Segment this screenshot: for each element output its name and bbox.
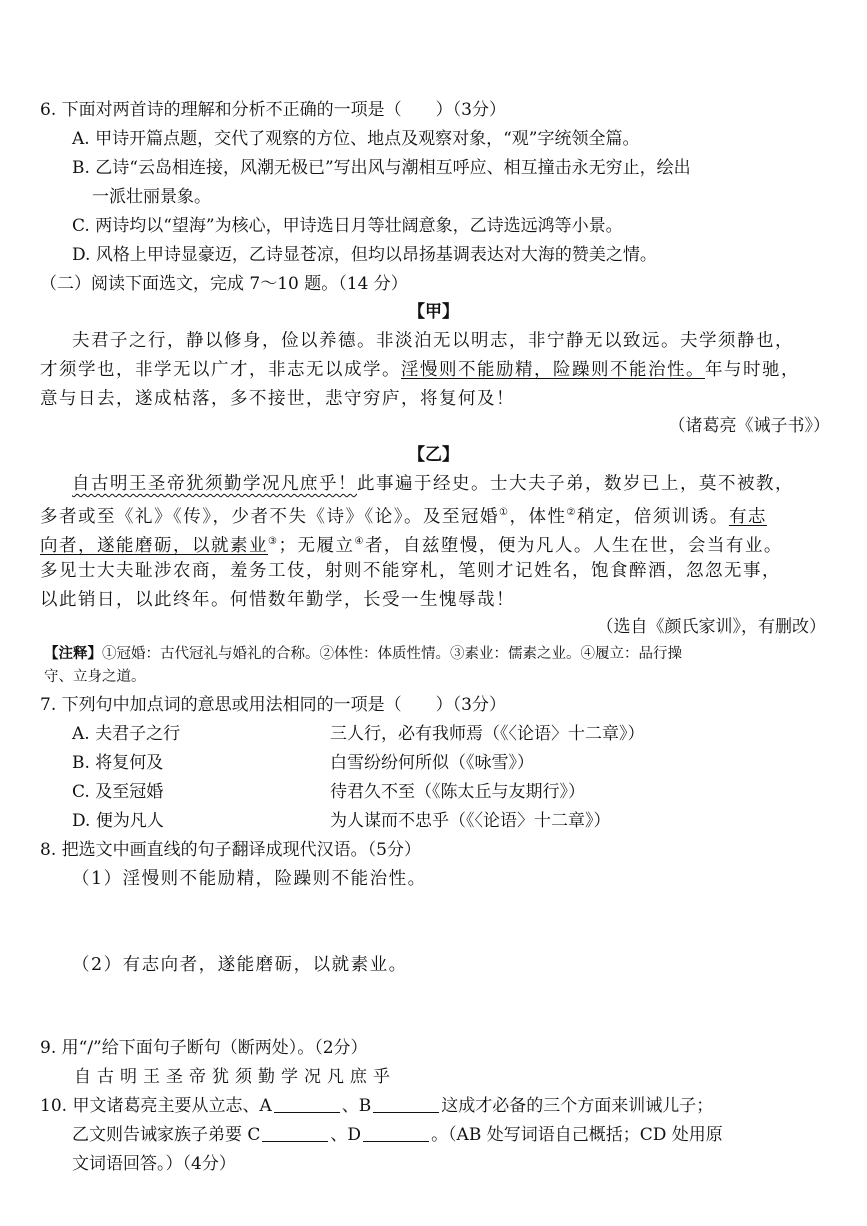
passage-yi-source: （选自《颜氏家训》，有删改） xyxy=(596,617,826,637)
passage-jia-source: （诸葛亮《诫子书》） xyxy=(668,416,830,436)
passage-yi-line1 xyxy=(72,472,794,496)
q10-text: 。（AB 处写词语自己概括；CD 处用原 xyxy=(431,1125,723,1145)
note-marker-2: ② xyxy=(566,507,577,518)
q10-text: 、B xyxy=(341,1096,372,1116)
q8-stem: 8. 把选文中画直线的句子翻译成现代汉语。（5分） xyxy=(40,840,421,860)
q7-stem: 7. 下列句中加点词的意思或用法相同的一项是（ ）（3分） xyxy=(40,695,506,715)
passage-jia-underlined-sentence: 淫慢则不能励精，险躁则不能治性。 xyxy=(401,360,705,380)
note-marker-4: ④ xyxy=(354,536,365,547)
passage-yi-wavy-sentence: 自古明王圣帝犹须勤学况凡庶乎！ xyxy=(72,474,357,494)
note-marker-3: ③ xyxy=(268,536,279,547)
q7-row-b-left: B. 将复何及 xyxy=(72,753,164,773)
passage-yi-text: ；无履立 xyxy=(278,535,355,556)
q7-row-c-left: C. 及至冠婚 xyxy=(72,782,164,802)
answer-blank-b[interactable] xyxy=(373,1094,439,1113)
q9-sentence: 自古明王圣帝犹须勤学况凡庶乎 xyxy=(74,1067,396,1087)
section-2-heading: （二）阅读下面选文，完成 7～10 题。（14 分） xyxy=(40,274,408,294)
q6-option-a: A. 甲诗开篇点题，交代了观察的方位、地点及观察对象，“观”字统领全篇。 xyxy=(72,129,640,149)
answer-blank-c[interactable] xyxy=(262,1123,328,1142)
q10-text: 10. 甲文诸葛亮主要从立志、A xyxy=(40,1096,272,1116)
q6-option-d: D. 风格上甲诗显豪迈，乙诗显苍凉，但均以昂扬基调表达对大海的赞美之情。 xyxy=(72,245,657,265)
passage-jia-line3: 意与日去，遂成枯落，多不接世，悲守穷庐，将复何及！ xyxy=(40,389,515,409)
notes-label: 【注释】 xyxy=(44,645,102,662)
q7-row-b-right: 白雪纷纷何所似（《咏雪》） xyxy=(330,753,534,773)
passage-yi-line5: 以此销日，以此终年。何惜数年勤学，长受一生愧辱哉！ xyxy=(40,590,515,610)
passage-jia-text: 才须学也，非学无以广才，非志无以成学。 xyxy=(40,360,401,380)
passage-yi-line3 xyxy=(40,530,783,558)
passage-yi-text: 者，自兹堕慢，便为凡人。人生在世，会当有业。 xyxy=(364,535,783,556)
q6-stem: 6. 下面对两首诗的理解和分析不正确的一项是（ ）（3分） xyxy=(40,100,506,120)
answer-blank-d[interactable] xyxy=(363,1123,429,1142)
passage-yi-heading: 【乙】 xyxy=(408,445,459,465)
passage-jia-text: 年与时驰， xyxy=(705,360,800,380)
q10-line3: 文词语回答。）（4分） xyxy=(72,1154,236,1174)
passage-jia-line2 xyxy=(40,358,800,382)
q8-sentence-1: （1）淫慢则不能励精，险躁则不能治性。 xyxy=(72,869,427,889)
q10-text: 乙文则告诫家族子弟要 C xyxy=(72,1125,261,1145)
notes-line1 xyxy=(44,642,682,666)
q7-row-d-right: 为人谋而不忠乎（《〈论语〉十二章》） xyxy=(330,811,611,831)
notes-line2: 守、立身之道。 xyxy=(44,669,146,685)
q7-row-c-right: 待君久不至（《陈太丘与友期行》） xyxy=(330,782,585,802)
q8-sentence-2: （2）有志向者，遂能磨砺，以就素业。 xyxy=(72,955,408,975)
q10-text: 这成才必备的三个方面来训诫儿子； xyxy=(441,1096,714,1116)
q6-option-b-line1: B. 乙诗“云岛相连接，风潮无极已”写出风与潮相互呼应、相互撞击永无穷止，绘出 xyxy=(72,158,691,178)
answer-blank-a[interactable] xyxy=(274,1094,340,1113)
passage-yi-underlined-sentence: 向者，遂能磨砺，以就素业 xyxy=(40,535,268,556)
q10-line1 xyxy=(40,1094,713,1118)
q6-option-c: C. 两诗均以“望海”为核心，甲诗选日月等壮阔意象，乙诗选远鸿等小景。 xyxy=(72,216,623,236)
notes-text: ①冠婚：古代冠礼与婚礼的合称。②体性：体质性情。③素业：儒素之业。④履立：品行操 xyxy=(102,646,682,662)
passage-yi-text: ，体性 xyxy=(509,506,567,527)
q10-text: 、D xyxy=(330,1125,362,1145)
passage-yi-underlined-sentence: 有志 xyxy=(728,506,767,527)
note-marker-1: ① xyxy=(499,507,510,518)
passage-yi-line4: 多见士大夫耻涉农商，羞务工伎，射则不能穿札，笔则才记姓名，饱食醉酒，忽忽无事， xyxy=(40,561,781,581)
passage-yi-text: 此事遍于经史。士大夫子弟，数岁已上，莫不被教， xyxy=(357,474,794,494)
q7-row-d-left: D. 便为凡人 xyxy=(72,811,164,831)
passage-yi-line2 xyxy=(40,501,767,529)
q7-row-a-right: 三人行，必有我师焉（《〈论语〉十二章》） xyxy=(330,724,645,744)
passage-yi-text: 稍定，倍须训诱。 xyxy=(576,506,729,527)
q9-stem: 9. 用“/”给下面句子断句（断两处）。（2分） xyxy=(40,1038,368,1058)
passage-jia-heading: 【甲】 xyxy=(408,302,459,322)
q7-row-a-left: A. 夫君子之行 xyxy=(72,724,181,744)
passage-yi-text: 多者或至《礼》《传》，少者不失《诗》《论》。及至冠婚 xyxy=(40,506,499,527)
q10-line2 xyxy=(72,1123,723,1147)
q6-option-b-line2: 一派壮丽景象。 xyxy=(92,187,211,207)
passage-jia-line1: 夫君子之行，静以修身，俭以养德。非淡泊无以明志，非宁静无以致远。夫学须静也， xyxy=(72,331,794,351)
